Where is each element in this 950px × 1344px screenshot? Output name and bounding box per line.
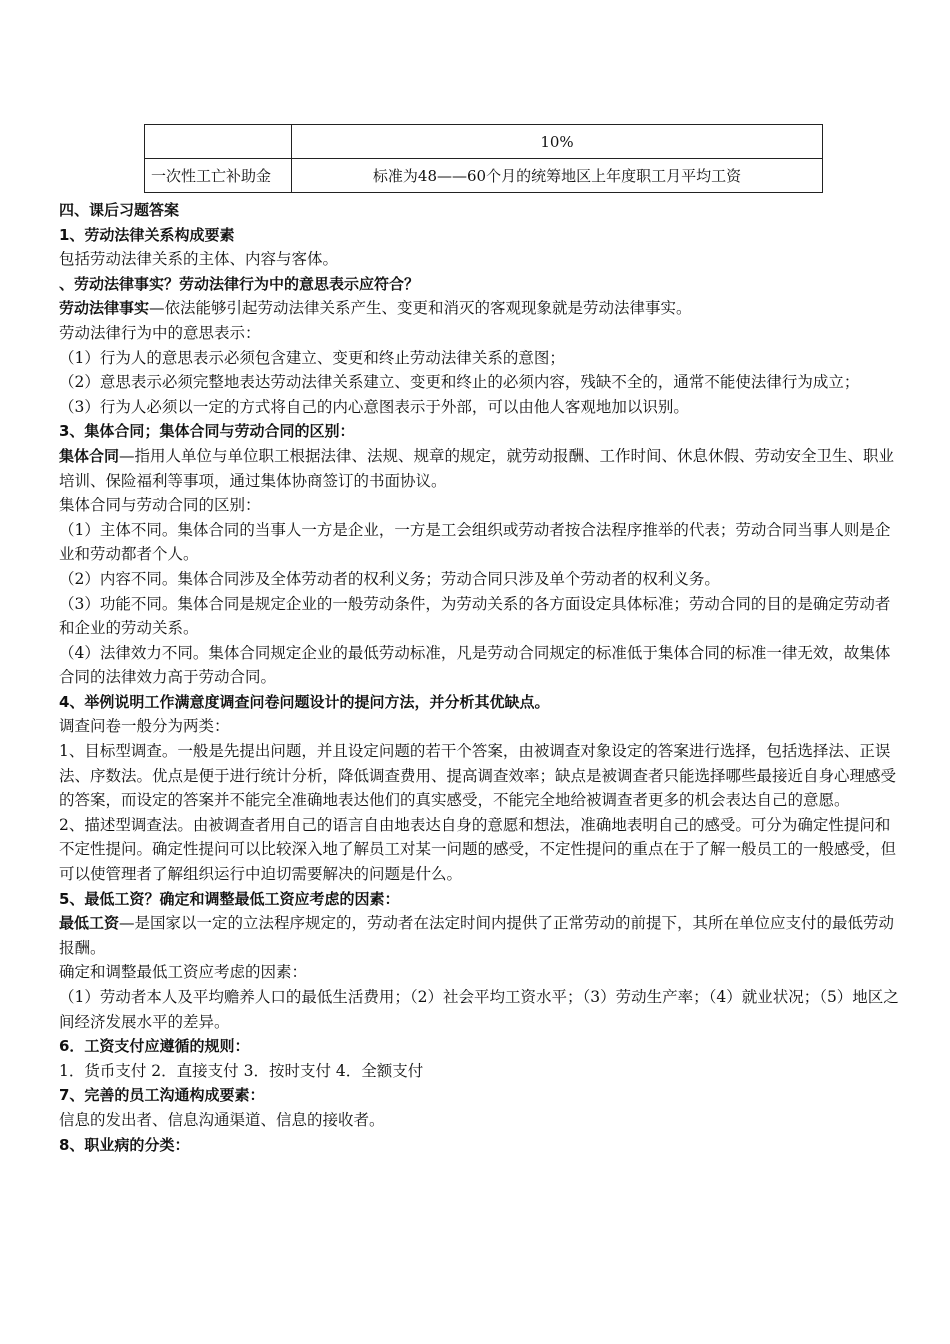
question-8-title: 8、职业病的分类： bbox=[59, 1135, 190, 1154]
question-6-title: 6．工资支付应遵循的规则： bbox=[59, 1037, 250, 1056]
list-item: （3）功能不同。集体合同是规定企业的一般劳动条件，为劳动关系的各方面设定具体标准；劳动合同的目的是确定劳动者和企业的劳动关系。 bbox=[59, 594, 891, 638]
term: 最低工资 bbox=[59, 914, 120, 933]
list-item: 2、描述型调查法。由被调查者用自己的语言自由地表达自身的意愿和想法，准确地表明自己的感受。可分为确定性提问和不定性提问。确定性提问可以比较深入地了解员工对某一问题的感受，不定性提问的重点在于了解一般员工的一般感受，但可以使管理者了解组织运行中迫切需要解决的问题是什么。 bbox=[59, 815, 897, 884]
list-item: （3）行为人必须以一定的方式将自己的内心意图表示于外部，可以由他人客观地加以识别。 bbox=[59, 397, 689, 416]
document-body bbox=[59, 198, 901, 1157]
question-5-intro: 确定和调整最低工资应考虑的因素： bbox=[59, 963, 308, 982]
list-item: （2）内容不同。集体合同涉及全体劳动者的权利义务；劳动合同只涉及单个劳动者的权利义务。 bbox=[59, 569, 720, 588]
definition-text: —依法能够引起劳动法律关系产生、变更和消灭的客观现象就是劳动法律事实。 bbox=[149, 299, 692, 318]
term: 集体合同 bbox=[59, 446, 120, 465]
list-item: （4）法律效力不同。集体合同规定企业的最低劳动标准，凡是劳动合同规定的标准低于集体合同的标准一律无效，故集体合同的法律效力高于劳动合同。 bbox=[59, 643, 891, 687]
definition-text: —指用人单位与单位职工根据法律、法规、规章的规定，就劳动报酬、工作时间、休息休假、劳动安全卫生、职业培训、保险福利等事项，通过集体协商签订的书面协议。 bbox=[59, 446, 895, 490]
question-5-factors: （1）劳动者本人及平均赡养人口的最低生活费用；（2）社会平均工资水平；（3）劳动生产率；（4）就业状况；（5）地区之间经济发展水平的差异。 bbox=[59, 988, 899, 1031]
question-2-definition bbox=[59, 296, 901, 321]
table-cell-label bbox=[145, 125, 292, 159]
question-4-intro: 调查问卷一般分为两类： bbox=[59, 717, 230, 736]
question-2-intro: 劳动法律行为中的意思表示： bbox=[59, 323, 261, 342]
table-cell-value: 10% bbox=[292, 125, 823, 159]
list-item: （1）主体不同。集体合同的当事人一方是企业，一方是工会组织或劳动者按合法程序推举的代表；劳动合同当事人则是企业和劳动都者个人。 bbox=[59, 520, 891, 564]
question-2-title: 、劳动法律事实？劳动法律行为中的意思表示应符合？ bbox=[59, 274, 420, 293]
term: 劳动法律事实 bbox=[59, 299, 150, 318]
list-item: （1）行为人的意思表示必须包含建立、变更和终止劳动法律关系的意图； bbox=[59, 348, 565, 367]
table-cell-label: 一次性工亡补助金 bbox=[145, 159, 292, 193]
question-3-intro: 集体合同与劳动合同的区别： bbox=[59, 496, 261, 515]
question-3-definition bbox=[59, 444, 901, 493]
table-cell-value: 标准为48——60个月的统筹地区上年度职工月平均工资 bbox=[292, 159, 823, 193]
list-item: （2）意思表示必须完整地表达劳动法律关系建立、变更和终止的必须内容，残缺不全的，通常不能使法律行为成立； bbox=[59, 373, 860, 392]
question-6-answer: 1．货币支付 2．直接支付 3．按时支付 4．全额支付 bbox=[59, 1061, 424, 1080]
definition-text: —是国家以一定的立法程序规定的，劳动者在法定时间内提供了正常劳动的前提下，其所在单位应支付的最低劳动报酬。 bbox=[59, 914, 895, 957]
table-row bbox=[145, 159, 823, 193]
list-item: 1、目标型调查。一般是先提出问题，并且设定问题的若干个答案，由被调查对象设定的答案进行选择，包括选择法、正误法、序数法。优点是便于进行统计分析，降低调查费用、提高调查效率；缺点是被调查者只能选择哪些最接近自身心理感受的答案，而设定的答案并不能完全准确地表达他们的真实感受，不能完全地给被调查者更多的机会表达自己的意愿。 bbox=[59, 742, 897, 810]
question-7-title: 7、完善的员工沟通构成要素： bbox=[59, 1086, 265, 1105]
question-3-title: 3、集体合同；集体合同与劳动合同的区别： bbox=[59, 422, 355, 441]
question-1-answer: 包括劳动法律关系的主体、内容与客体。 bbox=[59, 250, 339, 269]
question-7-answer: 信息的发出者、信息沟通渠道、信息的接收者。 bbox=[59, 1110, 385, 1129]
table-row bbox=[145, 125, 823, 159]
question-4-title: 4、举例说明工作满意度调查问卷问题设计的提问方法，并分析其优缺点。 bbox=[59, 692, 550, 711]
question-1-title: 1、劳动法律关系构成要素 bbox=[59, 225, 235, 244]
question-5-definition bbox=[59, 911, 901, 960]
section-title: 四、课后习题答案 bbox=[59, 201, 180, 219]
question-5-title: 5、最低工资？确定和调整最低工资应考虑的因素： bbox=[59, 889, 400, 908]
compensation-table bbox=[144, 124, 823, 193]
